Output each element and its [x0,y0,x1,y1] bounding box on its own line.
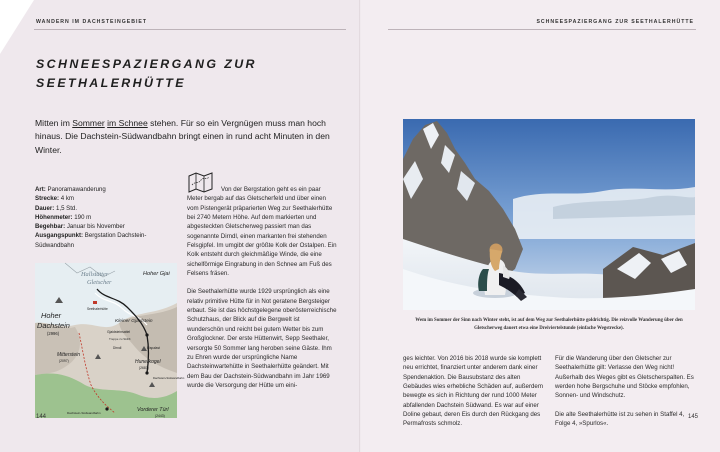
fact-row [35,194,175,203]
fact-label: Strecke: [35,195,60,203]
page-number-right: 145 [688,414,699,420]
title-line-2: SEETHALERHÜTTE [36,76,186,90]
body-column-middle [187,185,337,390]
fact-label: Höhenmeter: [35,213,73,221]
title-line-1: SCHNEESPAZIERGANG ZUR [36,57,257,71]
fact-label: Dauer: [35,204,55,212]
map-label-treppe: Treppe zu Skilift [109,337,131,341]
map-label-mitterstein-alt: (2097) [59,359,69,363]
map-label-bergstation: Dachstein-Südwandbahn [153,376,185,380]
map-label-glacier-1: Hallstätter [81,271,109,278]
fact-row [35,213,175,222]
corner-cut [0,0,34,54]
map-label-mitterstein: Mitterstein [57,352,81,358]
map-label-hunerkogel-alt: (2687) [139,366,149,370]
map-label-talstation: Dachstein-Südwandbahn [67,411,101,415]
fact-row [35,231,175,250]
map-label-hoher-dachstein-alt: (2996) [47,331,60,336]
body-paragraph: ges leichter. Von 2016 bis 2018 wurde sie komplett neu errichtet, finanziert unter anderem dank einer Spendenaktion. Die Bausubstanz des alten Gebäudes wies erhebliche Schäden auf, außerdem bewegte es sich in Richtung der rund 1000 Meter abfallenden Dachstein Südwand. Es war auf einer Doline gebaut, deren Eis durch den Rückgang des Permafrosts schmolz. [403,355,543,428]
page-number-left: 144 [36,414,47,420]
map-label-hoher-dachstein-1: Hoher [41,311,62,320]
fact-value: 4 km [59,195,74,203]
fact-value: 1,5 Std. [54,204,78,212]
map-label-gjaidsteinsattel: Gjaidsteinsattel [107,330,131,334]
map-label-hoher-gjaid: Hoher Gjai [143,271,170,277]
body-paragraph: Die alte Seethalerhütte ist zu sehen in Staffel 4, Folge 4, »Spurlos«. [555,410,685,428]
lead-text-1: Mitten im [35,118,73,128]
fact-row [35,222,175,231]
route-map [35,263,185,418]
chapter-title [36,55,336,93]
lead-paragraph [35,117,335,157]
page-fold [359,0,361,452]
route-map-graphic [35,263,185,418]
fact-row [35,185,175,194]
map-label-kleiner-gjaidstein: Kleiner Gjaidstein [115,319,153,324]
map-label-vorderer-alt: (2443) [155,414,165,418]
running-head-rule-left [34,29,346,30]
glacier-photo [403,119,695,310]
map-label-dirndl: Dirndl [113,346,122,350]
body-column-right-1 [403,354,543,429]
map-label-vorderer-tuerl: Vorderer Türl [137,407,169,413]
photo-caption: Wem im Sommer der Sinn nach Winter steht, ist auf dem Weg zur Seethalerhütte goldrichtig. Die reizvolle Wanderung über den Gletscherweg dauert etwa eine Dreiviertelstunde (einfache Wegstrecke). [415,318,683,331]
map-label-hoher-dachstein-2: Dachstein [37,321,70,330]
body-column-right-2 [555,354,695,428]
map-label-seethaler: Seethalerhütte [87,307,108,311]
lead-text-3: stehen. Für so ein Vergnügen muss man hoch hinaus. Die Dachstein-Südwandbahn bringt einen in rund acht Minuten in den Winter. [35,118,330,155]
lead-link-schnee[interactable]: im Schnee [107,118,148,128]
fact-value: Bergstation Dachstein-Südwandbahn [35,232,147,249]
fact-row [35,204,175,213]
running-head-rule-right [388,29,696,30]
fact-label: Begehbar: [35,223,66,231]
fact-value: Panoramawanderung [45,186,106,193]
fact-value: Januar bis November [65,223,125,231]
body-paragraph: Für die Wanderung über den Gletscher zur Seethalerhütte gilt: Verlasse den Weg nicht! Außerhalb des Weges gibt es Gletscherspalten. Es werden hohe Bergschuhe und Stöcke empfohlen, Sonnen- und Windschutz. [555,355,694,400]
fact-value: 190 m [72,213,92,221]
tour-facts [35,185,175,250]
body-paragraph: Die Seethalerhütte wurde 1929 ursprünglich als eine relativ primitive Hütte für in Not geratene Bergsteiger erbaut. Sie ist das höchstgelegene oberösterreichische Schutzhaus, der Blick auf die Bergwelt ist wunderschön und reicht bei gutem Wetter bis zum Großglockner. Der erste Hüttenwirt, Sepp Seethaler, versorgte 50 Sommer lang heroben seine Gäste. Ihm zu Ehren wurde der ursprüngliche Name Dachsteinwartehütte in Seethalerhütte geändert. Mit dem Bau der Dachstein-Südwandbahn im Jahr 1969 wurde die Versorgung der Hütte um eini- [187,288,337,389]
lead-link-sommer[interactable]: Sommer [72,118,105,128]
map-label-glacier-2: Gletscher [87,279,112,286]
photo-graphic [403,119,695,310]
body-paragraph: Von der Bergstation geht es ein paar Meter bergab auf das Gletscherfeld und über einen vom Pistengerät präparierten Weg zur Seethalerhütte bei 2740 Metern Höhe. Auf dem markierten und abgesteckten Gletscherweg passiert man das sogenannte Dirndl, einen markanten frei stehenden Felsgipfel. Im umgibt der größte Kolk der Ostalpen. Ein Kolk entsteht durch gleichmäßige Winde, die eine sichelförmige Eingrabung in den Schnee am Fuß des Felsens fräsen. [187,186,337,278]
map-label-eispalast: Eispalast [147,346,160,350]
fact-label: Art: [35,186,46,193]
running-head-right: SCHNEESPAZIERGANG ZUR SEETHALERHÜTTE [536,19,694,25]
map-label-hunerkogel: Hunerkogel [135,359,161,365]
fact-label: Ausgangspunkt: [35,232,84,240]
running-head-left: WANDERN IM DACHSTEINGEBIET [36,19,148,25]
